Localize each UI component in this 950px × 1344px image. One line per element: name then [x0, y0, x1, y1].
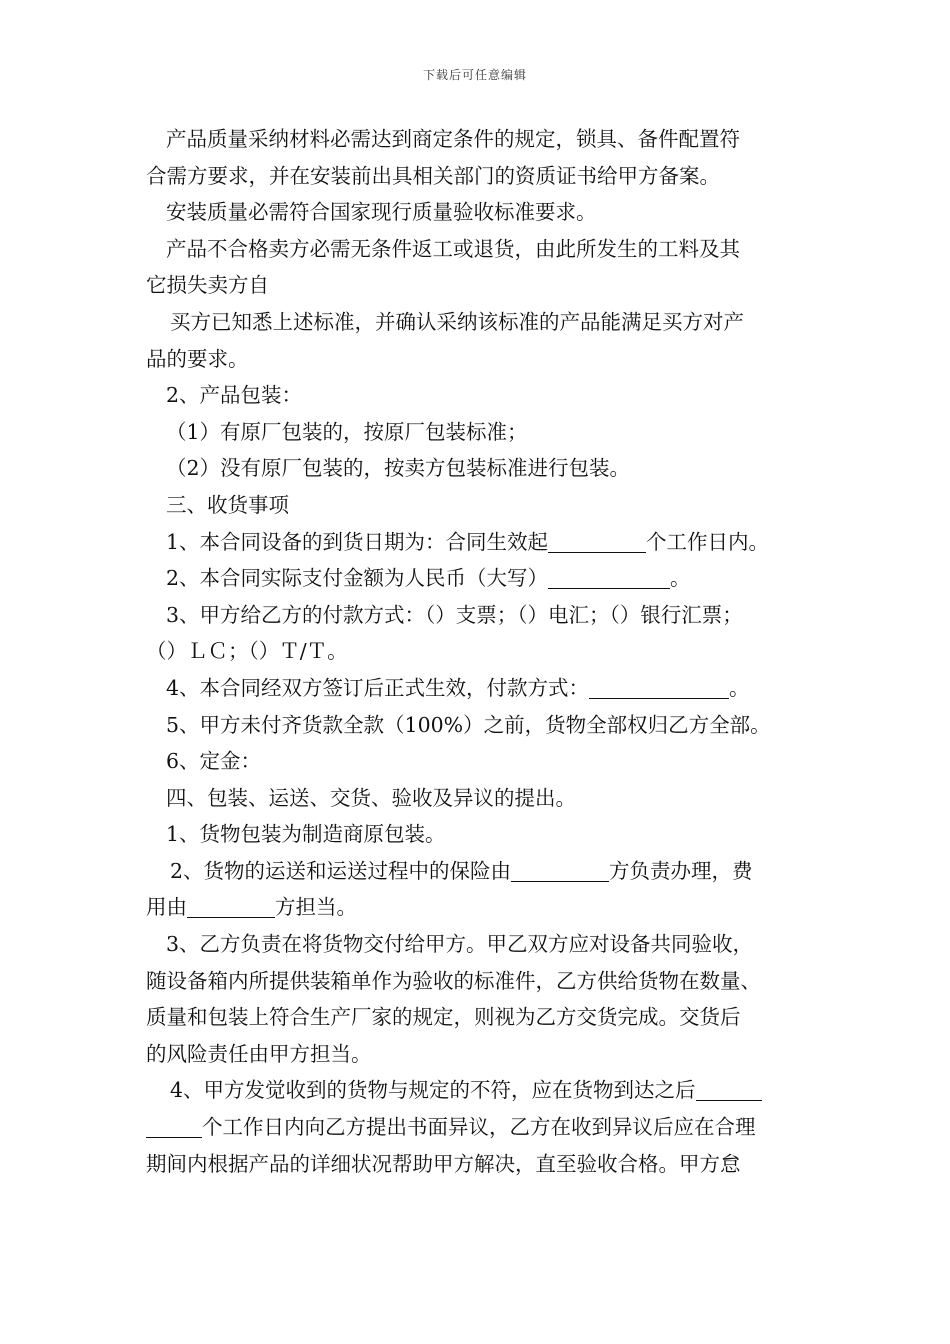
paragraph-line: [146, 450, 814, 487]
paragraph-line: [146, 1036, 814, 1073]
line-text: （）ＬＣ；（）Ｔ/Ｔ。: [146, 639, 348, 664]
line-text: 1、本合同设备的到货日期为：合同生效起: [166, 529, 549, 554]
paragraph-line: [146, 633, 814, 670]
line-text-after-blank: 方负责办理，费: [609, 858, 753, 883]
paragraph-line: [146, 194, 814, 231]
line-text: 买方已知悉上述标准，并确认采纳该标准的产品能满足买方对产: [170, 309, 744, 334]
line-text: 期间内根据产品的详细状况帮助甲方解决，直至验收合格。甲方怠: [146, 1151, 741, 1176]
fill-in-blank[interactable]: [548, 530, 646, 553]
fill-in-blank[interactable]: [511, 859, 609, 882]
line-text: 4、本合同经双方签订后正式生效，付款方式：: [166, 675, 590, 700]
paragraph-line: [146, 889, 814, 926]
line-text: 三、收货事项: [166, 492, 289, 517]
line-text: 2、产品包装：: [166, 383, 303, 408]
line-text-after-blank: 方担当。: [275, 895, 357, 920]
paragraph-line: [146, 999, 814, 1036]
paragraph-line: [146, 853, 814, 890]
paragraph-line: [146, 231, 814, 268]
paragraph-line: [146, 926, 814, 963]
line-text: 5、甲方未付齐货款全款（100%）之前，货物全部权归乙方全部。: [166, 712, 771, 737]
paragraph-line: [146, 670, 814, 707]
line-text: 2、本合同实际支付金额为人民币（大写）: [166, 566, 549, 591]
line-text: 质量和包装上符合生产厂家的规定，则视为乙方交货完成。交货后: [146, 1005, 741, 1030]
paragraph-line: [146, 304, 814, 341]
paragraph-line: [146, 414, 814, 451]
line-text: 四、包装、运送、交货、验收及异议的提出。: [166, 785, 576, 810]
line-text: 产品质量采纳材料必需达到商定条件的规定，锁具、备件配置符: [166, 127, 740, 151]
paragraph-line: [146, 524, 814, 561]
line-text: （1）有原厂包装的，按原厂包装标准；: [166, 419, 528, 444]
line-text-after-blank: 个工作日内。: [646, 529, 770, 554]
page-header: 下载后可任意编辑: [422, 68, 527, 82]
line-text-after-blank: 。: [670, 566, 691, 591]
fill-in-blank[interactable]: [548, 566, 670, 589]
paragraph-line: [146, 780, 814, 817]
line-text: 它损失卖方自: [146, 273, 269, 298]
paragraph-line: [146, 377, 814, 414]
fill-in-blank[interactable]: [696, 1078, 762, 1101]
paragraph-line: [146, 267, 814, 304]
paragraph-line: [146, 158, 814, 195]
fill-in-blank[interactable]: [589, 676, 729, 699]
line-text: 安装质量必需符合国家现行质量验收标准要求。: [166, 200, 597, 225]
line-text: 用由: [146, 895, 187, 920]
line-text-after-blank: 。: [729, 675, 750, 700]
line-text: 6、定金：: [166, 749, 262, 774]
line-text-after-blank: 个工作日内向乙方提出书面异议，乙方在收到异议后应在合理: [202, 1115, 756, 1140]
fill-in-blank[interactable]: [187, 895, 275, 918]
paragraph-line: [146, 1072, 814, 1109]
line-text: 2、货物的运送和运送过程中的保险由: [170, 858, 512, 883]
paragraph-line: [146, 1109, 814, 1146]
line-text: （2）没有原厂包装的，按卖方包装标准进行包装。: [166, 456, 631, 481]
paragraph-line: [146, 121, 814, 158]
paragraph-line: [146, 487, 814, 524]
paragraph-line: [146, 1146, 814, 1183]
line-text: 3、甲方给乙方的付款方式：（）支票；（）电汇；（）银行汇票；: [166, 602, 743, 627]
paragraph-line: [146, 963, 814, 1000]
line-text: 的风险责任由甲方担当。: [146, 1041, 372, 1066]
line-text: 随设备箱内所提供装箱单作为验收的标准件，乙方供给货物在数量、: [146, 968, 761, 993]
paragraph-line: [146, 707, 814, 744]
paragraph-line: [146, 743, 814, 780]
document-body: [146, 121, 814, 1182]
line-text: 4、甲方发觉收到的货物与规定的不符，应在货物到达之后: [170, 1078, 696, 1103]
line-text: 合需方要求，并在安装前出具相关部门的资质证书给甲方备案。: [146, 163, 720, 188]
line-text: 品的要求。: [146, 346, 249, 371]
line-text: 3、乙方负责在将货物交付给甲方。甲乙双方应对设备共同验收，: [166, 932, 754, 957]
line-text: 1、货物包装为制造商原包装。: [166, 822, 446, 847]
paragraph-line: [146, 816, 814, 853]
fill-in-blank[interactable]: [146, 1115, 202, 1138]
line-text: 产品不合格卖方必需无条件返工或退货，由此所发生的工料及其: [166, 236, 740, 261]
paragraph-line: [146, 341, 814, 378]
paragraph-line: [146, 597, 814, 634]
paragraph-line: [146, 560, 814, 597]
